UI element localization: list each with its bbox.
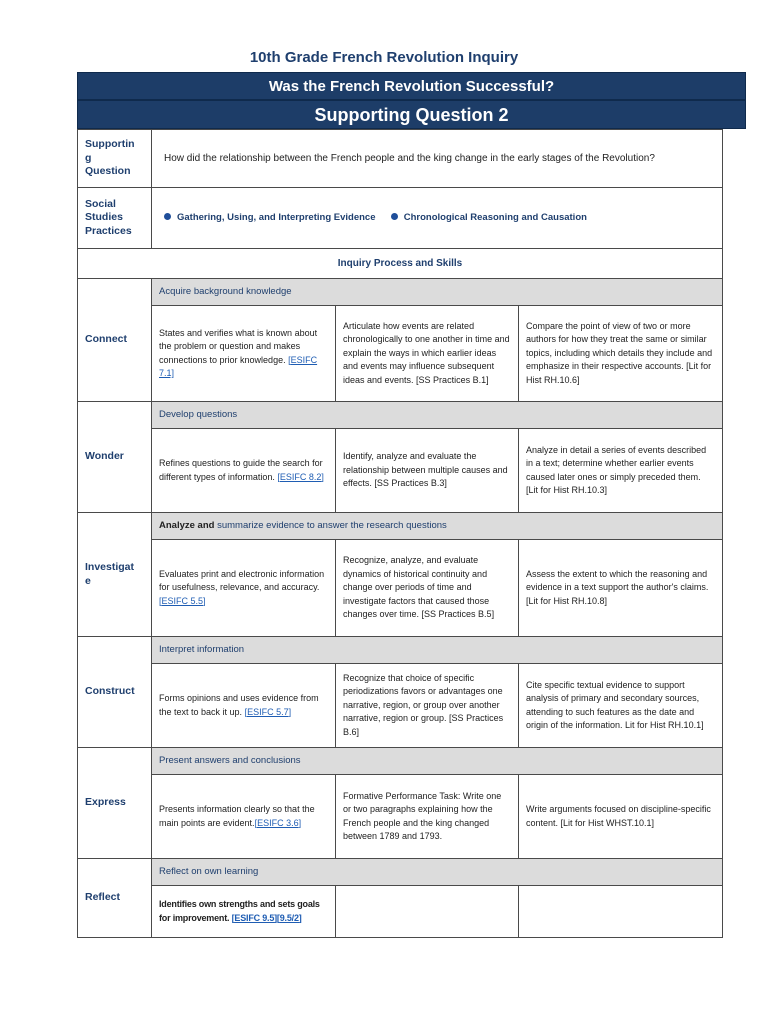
standard-text: Cite specific textual evidence to support analysis of primary and secondary sources, attending to such features as the date and origin of the information. Lit for Hist RH.10.1] (526, 679, 704, 730)
standard-cell (152, 306, 336, 402)
stage-standards-row (78, 540, 723, 637)
standard-cell (152, 886, 336, 938)
stage-standards-row (78, 775, 723, 859)
standard-text: Forms opinions and uses evidence from the text to back it up. (159, 693, 319, 717)
standard-text: Identifies own strengths and sets goals for improvement. (159, 899, 320, 923)
standard-link[interactable]: [ESIFC 3.6] (254, 817, 302, 828)
standard-cell (519, 664, 723, 748)
stage-label: Construct (78, 637, 152, 748)
practices-list (152, 188, 723, 249)
stage-standards-row (78, 886, 723, 938)
standard-cell (336, 429, 519, 513)
stage-standards-row (78, 306, 723, 402)
standard-text: Compare the point of view of two or more authors for how they treat the same or similar topics, including which details they include and emphasize in their respective accounts. [Lit for Hist RH.10.6] (526, 320, 713, 385)
inquiry-table (77, 129, 723, 938)
standard-text: Recognize that choice of specific periodizations favors or advantages one narrative, region, or group over another narrative, region or group. [SS Practices B.6] (343, 672, 504, 737)
social-studies-practices-row (78, 188, 723, 249)
stage-step-label: Develop questions (159, 409, 238, 421)
standard-cell (519, 540, 723, 637)
social-studies-practices-label: Social Studies Practices (78, 188, 152, 249)
stage-label: Express (78, 748, 152, 859)
supporting-question-text: How did the relationship between the French people and the king change in the early stages of the Revolution? (152, 130, 723, 188)
stage-step-label: Present answers and conclusions (159, 755, 301, 767)
bullet-icon (164, 213, 171, 220)
stage-step-prefix: Analyze and (159, 520, 218, 532)
standard-text: States and verifies what is known about the problem or question and makes connections to prior knowledge. (159, 327, 318, 365)
stage-step-row (78, 748, 723, 775)
stage-step (152, 513, 723, 540)
standard-cell (336, 775, 519, 859)
standard-link[interactable]: [ESIFC 7.1] (159, 354, 318, 378)
standard-cell (152, 775, 336, 859)
standard-link[interactable]: [ESIFC 5.5] (159, 595, 206, 606)
stage-label: Reflect (78, 859, 152, 938)
standard-cell (519, 775, 723, 859)
banner-title: Was the French Revolution Successful? (77, 72, 746, 100)
document-title: 10th Grade French Revolution Inquiry (249, 49, 519, 66)
stage-standards-row (78, 429, 723, 513)
stage-step-row (78, 859, 723, 886)
stage-step-row (78, 513, 723, 540)
standard-text: Assess the extent to which the reasoning and evidence in a text support the author's claims. [Lit for Hist RH.10.8] (526, 568, 709, 606)
supporting-question-row (78, 130, 723, 188)
standard-cell (152, 540, 336, 637)
stage-step (152, 637, 723, 664)
standard-link[interactable]: [ESIFC 9.5][9.5/2] (231, 912, 302, 923)
stage-step-label: summarize evidence to answer the research questions (217, 520, 447, 532)
stage-step-row (78, 279, 723, 306)
standard-text: Articulate how events are related chronologically to one another in time and explain the ways in which earlier ideas and events may influence subsequent ideas and events. [SS Practices B.1] (343, 320, 510, 385)
stage-step (152, 748, 723, 775)
stage-step-row (78, 637, 723, 664)
standard-cell (519, 429, 723, 513)
inquiry-process-header: Inquiry Process and Skills (78, 249, 723, 279)
standard-link[interactable]: [ESIFC 5.7] (244, 706, 292, 717)
standard-cell (336, 306, 519, 402)
banner-subtitle: Supporting Question 2 (77, 100, 746, 129)
supporting-question-label: Supportin g Question (78, 130, 152, 188)
standard-cell (519, 886, 723, 938)
stage-label: Connect (78, 279, 152, 402)
stage-step (152, 402, 723, 429)
standard-text: Formative Performance Task: Write one or two paragraphs explaining how the French people and the king changed between 1789 and 1793. (343, 790, 502, 841)
standard-text: Evaluates print and electronic information for usefulness, relevance, and accuracy. (159, 568, 325, 593)
standard-cell (336, 540, 519, 637)
stage-step-label: Interpret information (159, 644, 245, 656)
standard-cell (336, 664, 519, 748)
stage-label: Wonder (78, 402, 152, 513)
stage-step-label: Reflect on own learning (159, 866, 259, 878)
standard-text: Analyze in detail a series of events described in a text; determine whether earlier events caused later ones or simply preceded them. [Lit for Hist RH.10.3] (526, 444, 707, 495)
standard-link[interactable]: [ESIFC 8.2] (277, 471, 324, 482)
standard-text: Presents information clearly so that the main points are evident. (159, 804, 315, 828)
standard-cell (519, 306, 723, 402)
stage-step (152, 859, 723, 886)
standard-text: Recognize, analyze, and evaluate dynamics of historical continuity and change over periods of time and investigate factors that caused those changes over time. [SS Practices B.5] (343, 555, 495, 620)
standard-cell (336, 886, 519, 938)
standard-cell (152, 429, 336, 513)
stage-step (152, 279, 723, 306)
practice-item: Chronological Reasoning and Causation (403, 212, 587, 224)
inquiry-header-row (78, 249, 723, 279)
bullet-icon (391, 213, 398, 220)
standard-cell (152, 664, 336, 748)
standard-text: Identify, analyze and evaluate the relationship between multiple causes and effects. [SS Practices B.3] (343, 451, 508, 489)
stage-step-row (78, 402, 723, 429)
standard-text: Write arguments focused on discipline-specific content. [Lit for Hist WHST.10.1] (526, 804, 711, 828)
stage-step-label: Acquire background knowledge (159, 286, 292, 298)
stage-label: Investigat e (78, 513, 152, 637)
practice-item: Gathering, Using, and Interpreting Evidence (177, 212, 376, 224)
standard-text: Refines questions to guide the search for different types of information. (159, 458, 323, 482)
stage-standards-row (78, 664, 723, 748)
